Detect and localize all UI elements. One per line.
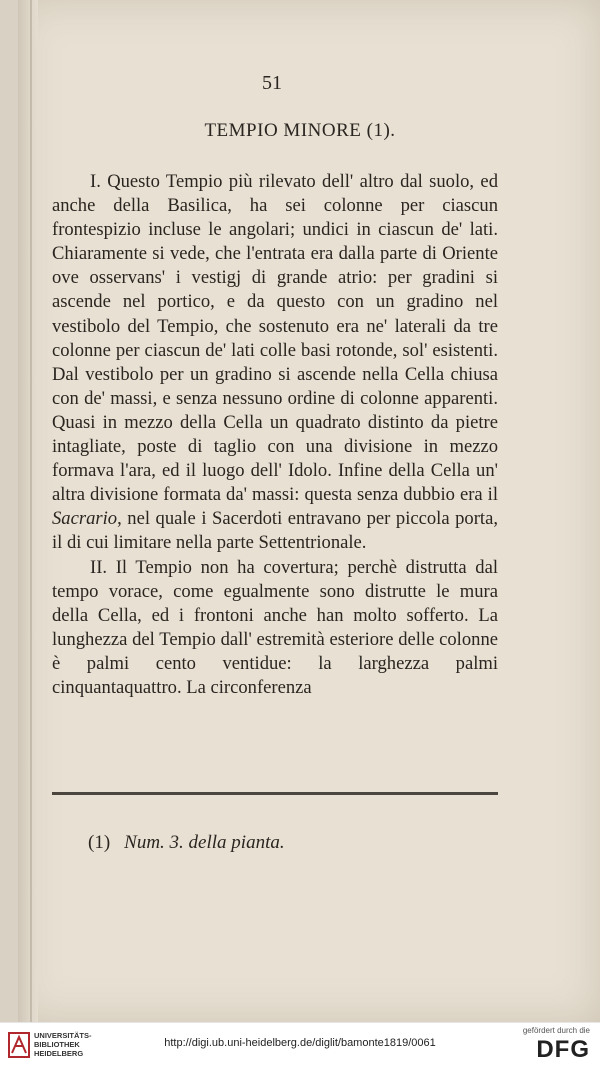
page-number: 51 (262, 72, 282, 94)
footnote (88, 832, 285, 854)
dfg-logo: DFG (536, 1036, 590, 1063)
paragraph-1-text-end: , nel quale i Sacerdoti entravano per piccola porta, il di cui limitare nella parte Settentrionale. (52, 508, 498, 554)
chapter-title: TEMPIO MINORE (1). (204, 120, 396, 141)
viewer-footer (0, 1022, 600, 1067)
footnote-text: Num. 3. della pianta. (124, 832, 285, 853)
paragraph-2 (52, 556, 498, 701)
sponsor-label: gefördert durch die (522, 1026, 590, 1035)
paragraph-1-italic: Sacrario (52, 508, 118, 530)
paragraph-1 (52, 170, 498, 556)
spine-line (30, 0, 32, 1022)
page-spine-shadow (18, 0, 38, 1022)
paragraph-2-text: II. Il Tempio non ha covertura; perchè distrutta dal tempo vorace, come egualmente sono distrutte le mura della Cella, ed i frontoni anche han molto sofferto. La lunghezza del Tempio dall' estremità esteriore delle colonne è palmi cento ventidue: la larghezza palmi cinquantaquattro. La circonferenza (52, 556, 498, 698)
library-name-line-2: BIBLIOTHEK (34, 1040, 80, 1049)
permalink-url[interactable]: http://digi.ub.uni-heidelberg.de/diglit/bamonte1819/0061 (164, 1037, 436, 1049)
footnote-separator-rule (52, 792, 498, 795)
paragraph-1-text: I. Questo Tempio più rilevato dell' altro dal suolo, ed anche della Basilica, ha sei colonne per ciascun frontespizio incluse le angolari; undici in ciascun de' lati. Chiaramente si vede, che l'entrata era dalla parte di Oriente ove osservans' i vestigj di grande atrio: per gradini si ascende nel portico, e da questo con un gradino nel vestibolo del Tempio, che sostenuto era ne' laterali da tre colonne per ciascun de' lati colle basi rotonde, sol' esistenti. Dal vestibolo per un gradino si ascende nella Cella chiusa con de' massi, e senza nessuno ordine di colonne apparenti. Quasi in mezzo della Cella un quadrato distinto da pietre intagliate, poste di taglio con una divisione in mezzo formava l'ara, ed il luogo dell' Idolo. Infine della Cella un' altra divisione formata da' massi: questa senza dubbio era il (52, 171, 498, 506)
body-text (52, 170, 498, 700)
library-name-line-3: HEIDELBERG (34, 1049, 84, 1058)
footnote-ref: (1) (88, 832, 111, 853)
library-name-line-1: UNIVERSITÄTS- (34, 1031, 92, 1040)
